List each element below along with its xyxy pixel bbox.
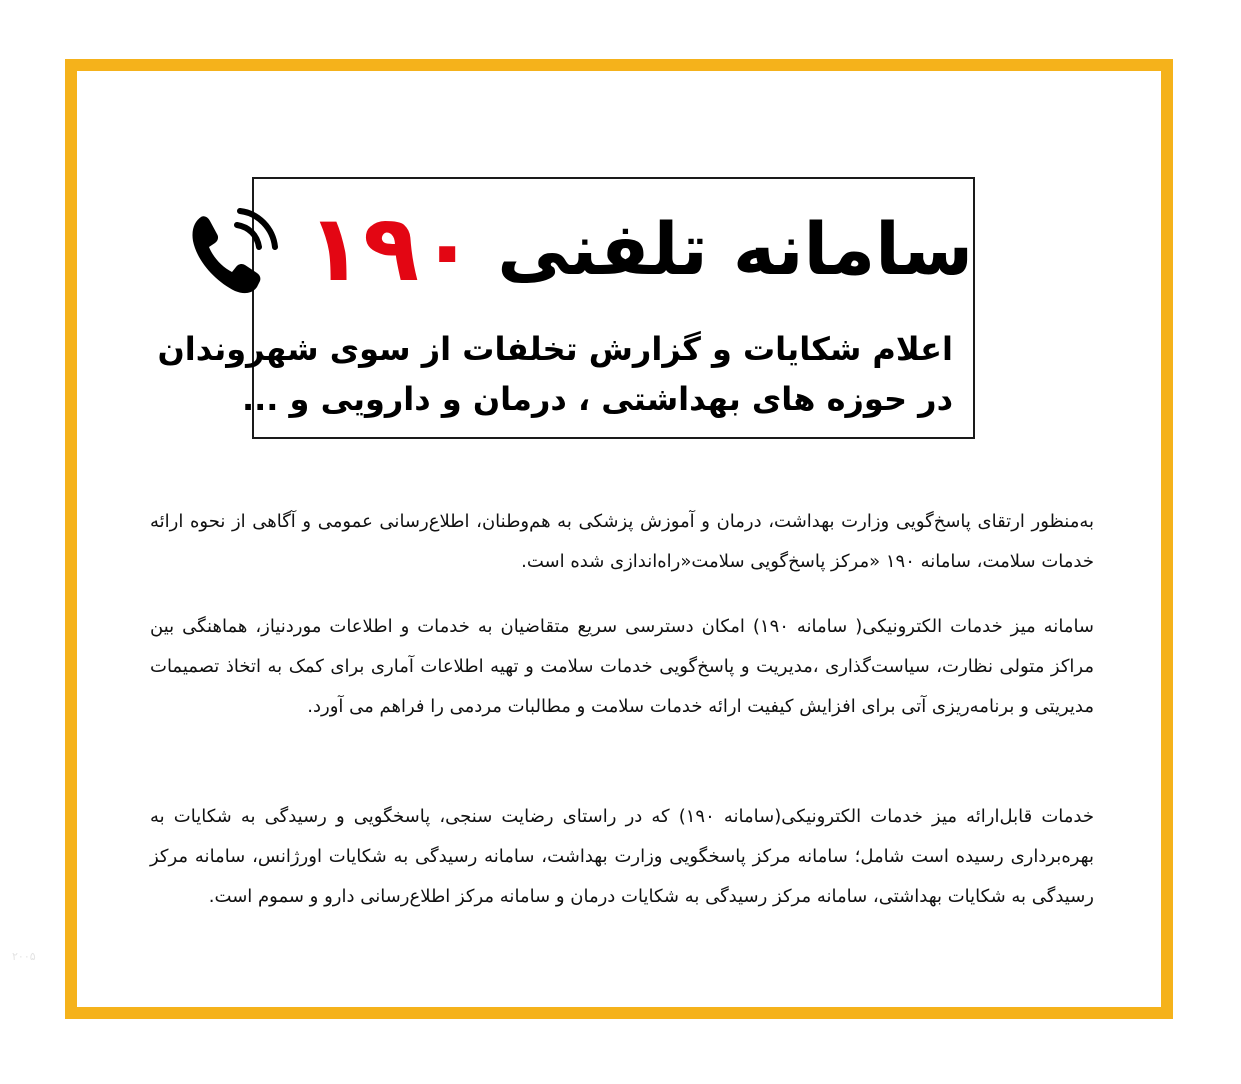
subtitle-line-1: اعلام شکایات و گزارش تخلفات از سوی شهروندان [157, 330, 953, 368]
faint-watermark: ۲۰۰۵ [12, 950, 36, 963]
headline-title: سامانه تلفنی [497, 207, 973, 291]
title-box [157, 177, 975, 439]
phone-ringing-icon [185, 199, 285, 299]
paragraph-system-description: سامانه میز خدمات الکترونیکی( سامانه ۱۹۰) امکان دسترسی سریع متقاضیان به خدمات و اطلاعات موردنیاز، هماهنگی بین مراکز متولی نظارت، سیاست‌گذاری ،مدیریت و پاسخ‌گویی خدمات سلامت و تهیه اطلاعات آماری برای کمک به اتخاذ تصمیمات مدیریتی و برنامه‌ریزی آتی برای افزایش کیفیت ارائه خدمات سلامت و مطالبات مردمی را فراهم می آورد. [150, 616, 1095, 717]
subtitle-line-2: در حوزه های بهداشتی ، درمان و دارویی و ... [241, 380, 953, 418]
headline-number: ۱۹۰ [306, 195, 476, 302]
paragraph-intro: به‌منظور ارتقای پاسخ‌گویی وزارت بهداشت، درمان و آموزش پزشکی به هم‌وطنان، اطلاع‌رسانی عمومی و آگاهی از نحوه ارائه خدمات سلامت، سامانه ۱۹۰ «مرکز پاسخ‌گویی سلامت«راه‌اندازی شده است. [150, 511, 1094, 572]
headline [254, 195, 973, 309]
paragraph-services: خدمات قابل‌ارائه میز خدمات الکترونیکی(سامانه ۱۹۰) که در راستای رضایت سنجی، پاسخگویی و رسیدگی به شکایات به بهره‌برداری رسیده است شامل؛ سامانه مرکز پاسخگویی وزارت بهداشت، سامانه رسیدگی به شکایات اورژانس، سامانه مرکز رسیدگی به شکایات بهداشتی، سامانه مرکز رسیدگی به شکایات درمان و سامانه مرکز اطلاع‌رسانی دارو و سموم است. [150, 806, 1094, 907]
